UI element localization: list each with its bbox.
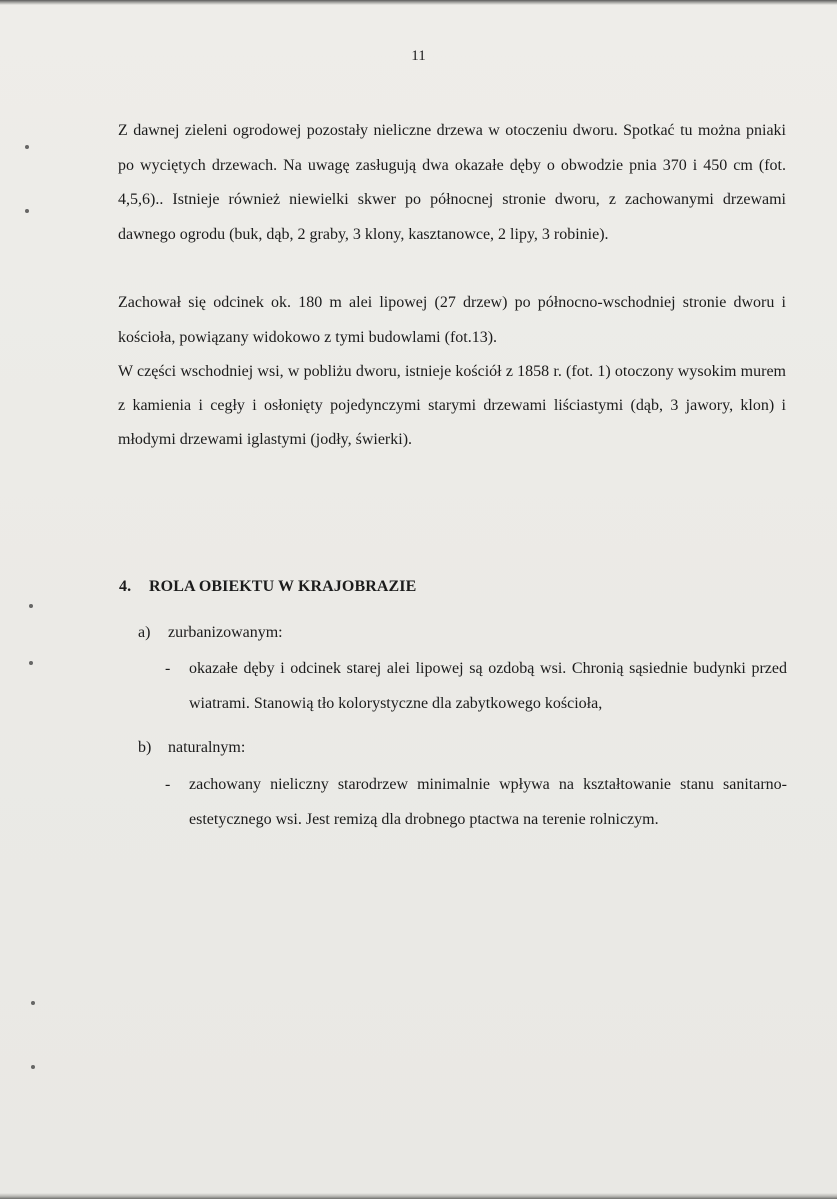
section-number: 4. — [119, 578, 132, 595]
list-item-text: okazałe dęby i odcinek starej alei lipowej są ozdobą wsi. Chronią sąsiednie budynki przed wiatrami. Stanowią tło kolorystyczne dla zabytkowego kościoła, — [189, 660, 787, 712]
list-marker: a) — [138, 624, 151, 641]
page-number: 11 — [411, 48, 426, 64]
binding-hole-mark — [29, 661, 33, 665]
list-marker: b) — [138, 739, 152, 756]
paragraph-church: W części wschodniej wsi, w pobliżu dworu, istnieje kościół z 1858 r. (fot. 1) otoczony wysokim murem z kamienia i cegły i osłonięty pojedynczymi starymi drzewami liściastymi (dąb, 3 jawory, klon) i młodymi drzewami iglastymi (jodły, świerki). — [118, 363, 786, 449]
binding-hole-mark — [25, 145, 29, 149]
binding-hole-mark — [31, 1001, 35, 1005]
list-item-natural — [165, 768, 787, 837]
subsection-label-text: zurbanizowanym: — [168, 624, 283, 641]
section-heading — [119, 578, 416, 596]
list-dash: - — [165, 660, 171, 677]
scan-top-edge — [0, 0, 837, 5]
binding-hole-mark — [25, 209, 29, 213]
subsection-label-urbanized — [138, 624, 283, 642]
paragraph-garden-remnants: Z dawnej zieleni ogrodowej pozostały nieliczne drzewa w otoczeniu dworu. Spotkać tu można pniaki po wyciętych drzewach. Na uwagę zasługują dwa okazałe dęby o obwodzie pnia 370 i 450 cm (fot. 4,5,6).. Istnieje również niewielki skwer po północnej stronie dworu, z zachowanymi drzewami dawnego ogrodu (buk, dąb, 2 graby, 3 klony, kasztanowce, 2 lipy, 3 robinie). — [118, 122, 786, 243]
subsection-label-natural — [138, 739, 245, 757]
binding-hole-mark — [31, 1065, 35, 1069]
section-title: ROLA OBIEKTU W KRAJOBRAZIE — [149, 578, 417, 595]
paragraph-linden-alley: Zachował się odcinek ok. 180 m alei lipowej (27 drzew) po północno-wschodniej stronie dworu i kościoła, powiązany widokowo z tymi budowlami (fot.13). — [118, 294, 786, 346]
binding-hole-mark — [29, 604, 33, 608]
list-dash: - — [165, 776, 171, 793]
subsection-label-text: naturalnym: — [168, 739, 246, 756]
list-item-text: zachowany nieliczny starodrzew minimalnie wpływa na kształtowanie stanu sanitarno-estetycznego wsi. Jest remizą dla drobnego ptactwa na terenie rolniczym. — [189, 776, 787, 828]
scan-bottom-edge — [0, 1193, 837, 1199]
list-item-urbanized — [165, 652, 787, 721]
